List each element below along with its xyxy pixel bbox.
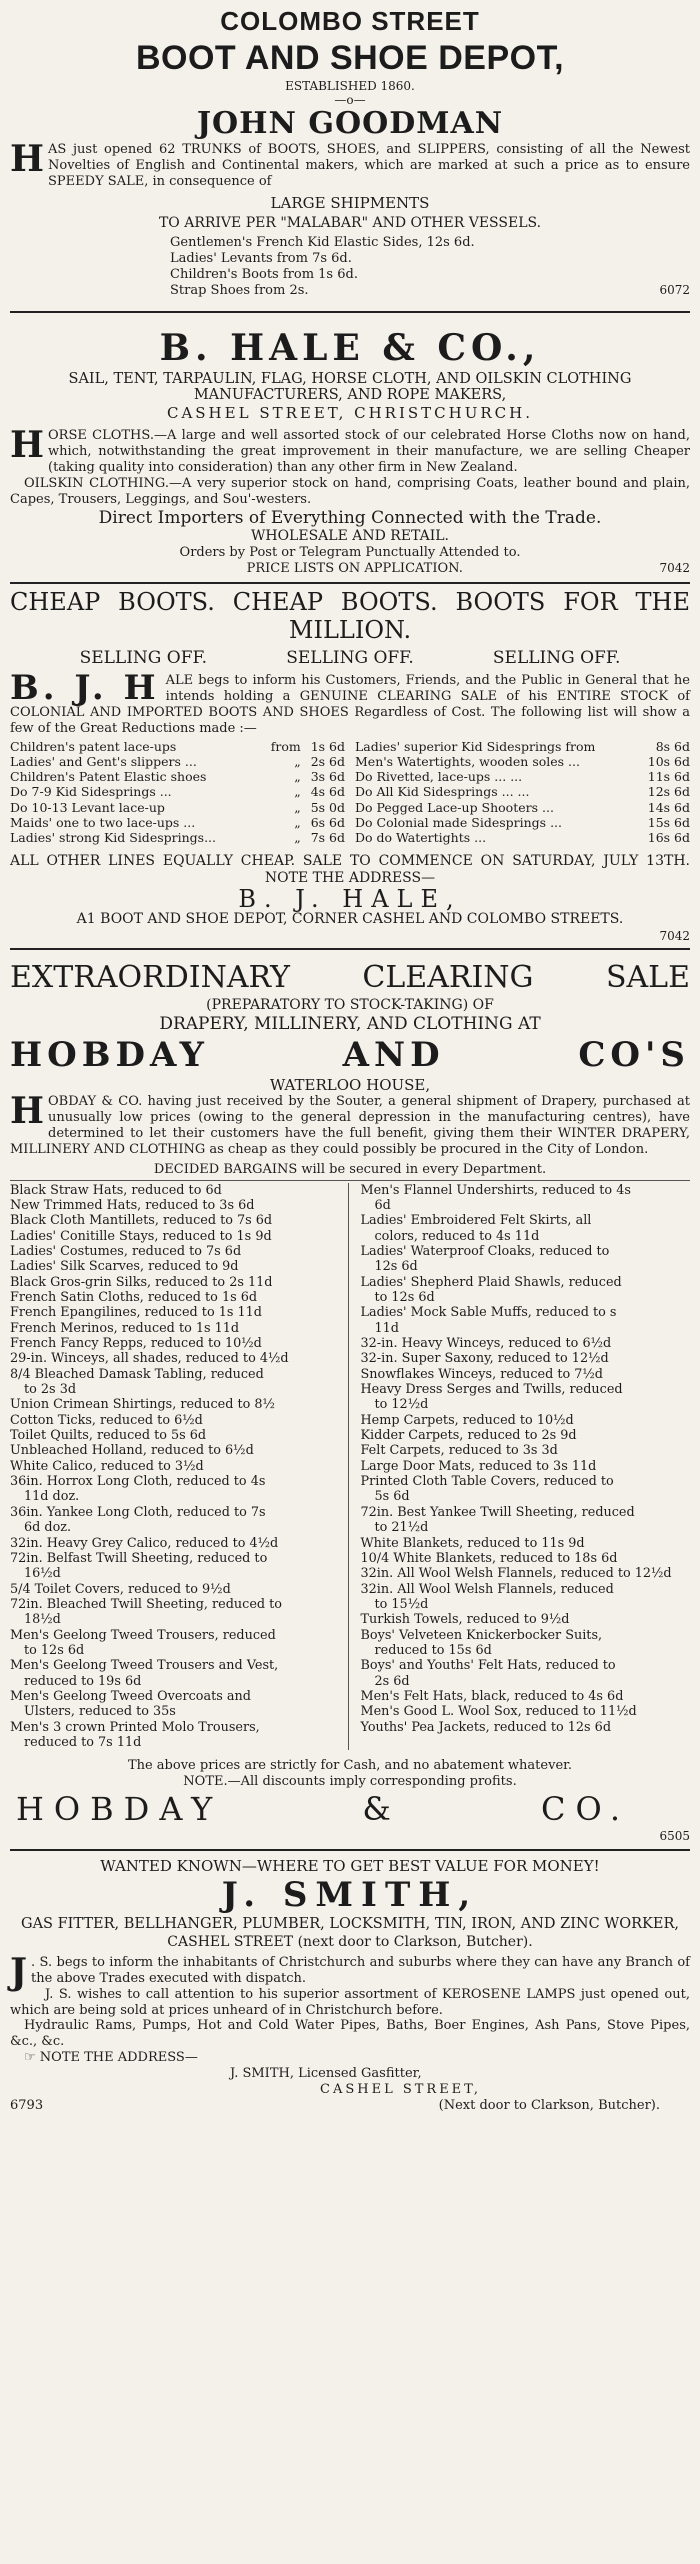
bargain-item <box>361 1628 691 1659</box>
price-from: „ <box>294 799 301 815</box>
bargain-line-cont: Ulsters, reduced to 35s <box>24 1704 176 1720</box>
ad2-ref: 7042 <box>659 561 690 576</box>
bargain-line: White Calico, reduced to 3½d <box>10 1458 204 1474</box>
bargain-line-cont: reduced to 7s 11d <box>24 1734 142 1750</box>
bargain-item <box>10 1367 340 1398</box>
bargain-item <box>361 1336 691 1351</box>
ad1-arrive: TO ARRIVE PER "MALABAR" AND OTHER VESSELS. <box>158 215 542 232</box>
ad3-headline: CHEAP BOOTS. CHEAP BOOTS. BOOTS FOR THE MILLION. <box>10 588 690 644</box>
ad4-ref: 6505 <box>659 1829 690 1844</box>
ad2-importers: Direct Importers of Everything Connected with the Trade. <box>98 507 602 528</box>
price-item: Do 7-9 Kid Sidesprings ... <box>10 784 172 800</box>
ad3-selling-row <box>40 648 660 669</box>
bargain-line: Heavy Dress Serges and Twills, reduced <box>360 1382 623 1398</box>
ad5-dropcap: J <box>10 1950 28 1993</box>
bargain-line-cont: 2s 6d <box>374 1673 410 1689</box>
bargain-line-cont: 6d doz. <box>24 1520 72 1536</box>
bargain-line: Black Gros-grin Silks, reduced to 2s 11d <box>10 1274 273 1290</box>
price-item: Children's patent lace-ups <box>10 738 177 754</box>
bargain-line: Men's Geelong Tweed Trousers and Vest, <box>10 1658 279 1674</box>
ad1-body <box>10 138 690 190</box>
ad5-sig3: (Next door to Clarkson, Butcher). <box>438 2097 660 2113</box>
bargain-line-cont: 6d <box>374 1197 391 1213</box>
price-item: Do Pegged Lace-up Shooters ... <box>355 799 554 815</box>
ad2-body1 <box>10 424 690 476</box>
bargain-line: 5/4 Toilet Covers, reduced to 9½d <box>10 1581 231 1597</box>
bargain-line: Toilet Quilts, reduced to 5s 6d <box>10 1428 207 1444</box>
bargain-line: Ladies' Mock Sable Muffs, reduced to s <box>360 1305 617 1321</box>
ad2-pricelists: PRICE LISTS ON APPLICATION. <box>246 561 463 577</box>
bargain-line: Snowflakes Winceys, reduced to 7½d <box>360 1366 604 1382</box>
bargain-line: Ladies' Embroidered Felt Skirts, all <box>360 1213 592 1229</box>
bargain-item <box>10 1459 340 1474</box>
bargain-line-cont: to 12s 6d <box>374 1290 435 1306</box>
bargain-item <box>10 1275 340 1290</box>
price-row <box>10 739 345 754</box>
price-from: from <box>270 738 301 754</box>
bargain-item <box>361 1566 691 1581</box>
ad3-left-column <box>10 739 345 846</box>
ad1-last-line <box>170 283 690 299</box>
bargain-line: Unbleached Holland, reduced to 6½d <box>10 1443 254 1459</box>
bargain-line: Men's Geelong Tweed Trousers, reduced <box>10 1627 276 1643</box>
bargain-item <box>361 1244 691 1275</box>
bargain-line: Ladies' Silk Scarves, reduced to 9d <box>10 1259 239 1275</box>
ad5-ref: 6793 <box>10 2097 44 2113</box>
bargain-item <box>10 1229 340 1244</box>
bargain-item <box>361 1213 691 1244</box>
bargain-line: 8/4 Bleached Damask Tabling, reduced <box>10 1366 264 1382</box>
price-value: 10s 6d <box>647 753 690 769</box>
bargain-line: New Trimmed Hats, reduced to 3s 6d <box>10 1197 255 1213</box>
price-item: Men's Watertights, wooden soles ... <box>355 753 580 769</box>
bargain-line: Men's Geelong Tweed Overcoats and <box>10 1688 251 1704</box>
price-row <box>355 830 690 845</box>
ad1-proprietor: JOHN GOODMAN <box>196 105 504 141</box>
price-value: 14s 6d <box>647 799 690 815</box>
price-item: Ladies' superior Kid Sidesprings from <box>355 738 596 754</box>
bargain-line: Large Door Mats, reduced to 3s 11d <box>360 1458 597 1474</box>
bargain-line: Youths' Pea Jackets, reduced to 12s 6d <box>360 1719 612 1735</box>
bargain-item <box>361 1428 691 1443</box>
ad1-street: COLOMBO STREET <box>220 6 480 36</box>
bargain-line: 32in. Heavy Grey Calico, reduced to 4½d <box>10 1535 279 1551</box>
ad1-ornament: —o— <box>334 92 366 107</box>
ad5-last-line <box>10 2098 690 2114</box>
bargain-item <box>10 1259 340 1274</box>
bargain-line: 32-in. Heavy Winceys, reduced to 6½d <box>360 1336 612 1352</box>
price-row <box>355 800 690 815</box>
bargain-line: Union Crimean Shirtings, reduced to 8½ <box>10 1397 275 1413</box>
ad4-right-column <box>361 1183 691 1751</box>
bargain-item <box>361 1582 691 1613</box>
ad3-ref: 7042 <box>659 928 690 943</box>
price-value: 12s 6d <box>647 784 690 800</box>
bargain-item <box>361 1459 691 1474</box>
ad1-shipments: LARGE SHIPMENTS <box>270 193 430 212</box>
ad2-address: CASHEL STREET, CHRISTCHURCH. <box>166 404 534 423</box>
ad3-name: B. J. HALE, <box>238 885 462 914</box>
bargain-line: 72in. Best Yankee Twill Sheeting, reduced <box>360 1504 635 1520</box>
bargain-line: Men's Felt Hats, black, reduced to 4s 6d <box>360 1688 624 1704</box>
bargain-item <box>361 1382 691 1413</box>
bargain-item <box>361 1305 691 1336</box>
ad2-dropcap: H <box>10 424 45 467</box>
ad5-trades: GAS FITTER, BELLHANGER, PLUMBER, LOCKSMITH, TIN, IRON, AND ZINC WORKER, <box>21 1916 679 1933</box>
price-item: Maids' one to two lace-ups ... <box>10 814 196 830</box>
ad2-orders: Orders by Post or Telegram Punctually Attended to. <box>179 545 521 561</box>
bargain-line: Boys' and Youths' Felt Hats, reduced to <box>360 1658 616 1674</box>
ad4-firm-word: AND <box>342 1034 445 1075</box>
bargain-line-cont: reduced to 15s 6d <box>374 1642 492 1658</box>
ad1-body-text: AS just opened 62 TRUNKS of BOOTS, SHOES, and SLIPPERS, consisting of all the Newest Novelties of English and Continental makers, which are marked at such a price as to ensure SPEEDY SALE, in consequence of <box>48 142 690 190</box>
ad3-price-table <box>10 739 690 846</box>
price-from: „ <box>294 769 301 785</box>
bargain-item <box>10 1582 340 1597</box>
bargain-item <box>10 1505 340 1536</box>
price-row <box>10 815 345 830</box>
bargain-item <box>10 1198 340 1213</box>
ad1-item: Strap Shoes from 2s. <box>170 282 309 298</box>
price-value: 6s 6d <box>310 814 345 830</box>
bargain-line: Cotton Ticks, reduced to 6½d <box>10 1412 203 1428</box>
bargain-item <box>361 1505 691 1536</box>
ad4-firm-word: HOBDAY <box>10 1034 209 1075</box>
ad2-body2: OILSKIN CLOTHING.—A very superior stock on hand, comprising Coats, leather bound and plain, Capes, Trousers, Leggings, and Sou'-westers. <box>10 475 690 507</box>
ad5-body2: J. S. wishes to call attention to his superior assortment of KEROSENE LAMPS just opened out, which are being sold at prices unheard of in Christchurch before. <box>10 1986 690 2018</box>
ad4-bargain-table <box>10 1180 690 1751</box>
divider <box>10 582 690 584</box>
ad3-selling: SELLING OFF. <box>286 648 414 669</box>
bargain-line: Boys' Velveteen Knickerbocker Suits, <box>360 1627 603 1643</box>
bargain-item <box>361 1612 691 1627</box>
bargain-item <box>10 1290 340 1305</box>
ad4-headline-word: SALE <box>605 960 690 996</box>
ad1-item: Children's Boots from 1s 6d. <box>170 267 358 283</box>
price-right <box>294 800 345 815</box>
bargain-item <box>361 1536 691 1551</box>
price-from: „ <box>294 753 301 769</box>
price-value: 3s 6d <box>310 769 345 785</box>
bargain-item <box>10 1305 340 1320</box>
price-item: Do do Watertights ... <box>355 830 487 846</box>
bargain-line: 32in. All Wool Welsh Flannels, reduced <box>360 1581 614 1597</box>
bargain-item <box>10 1351 340 1366</box>
bargain-line: White Blankets, reduced to 11s 9d <box>360 1535 585 1551</box>
price-item: Do 10-13 Levant lace-up <box>10 799 165 815</box>
price-value: 1s 6d <box>310 738 345 754</box>
price-right <box>294 769 345 784</box>
bargain-line: Men's Good L. Wool Sox, reduced to 11½d <box>360 1704 637 1720</box>
ad5-sig2: CASHEL STREET, <box>320 2081 482 2097</box>
ad-bj-hale <box>10 589 690 943</box>
price-value: 7s 6d <box>310 830 345 846</box>
ad2-trades: SAIL, TENT, TARPAULIN, FLAG, HORSE CLOTH, AND OILSKIN CLOTHING MANUFACTURERS, AND ROPE MAKERS, <box>68 370 632 404</box>
ad4-footer <box>10 1790 690 1829</box>
price-row <box>10 784 345 799</box>
ad4-note: NOTE.—All discounts imply corresponding profits. <box>183 1774 517 1790</box>
ad2-wholesale: WHOLESALE AND RETAIL. <box>250 528 450 545</box>
ad3-selling: SELLING OFF. <box>79 648 208 669</box>
bargain-item <box>361 1720 691 1735</box>
bargain-item <box>10 1183 340 1198</box>
ad4-dropcap: H <box>10 1090 45 1133</box>
price-row <box>10 800 345 815</box>
bargain-line-cont: 11d <box>374 1320 399 1336</box>
price-value: 16s 6d <box>647 830 690 846</box>
bargain-line-cont: reduced to 19s 6d <box>24 1673 142 1689</box>
bargain-line: 72in. Belfast Twill Sheeting, reduced to <box>10 1550 268 1566</box>
bargain-line: Kidder Carpets, reduced to 2s 9d <box>360 1428 577 1444</box>
price-value: 8s 6d <box>655 738 690 754</box>
ad4-house: WATERLOO HOUSE, <box>269 1076 431 1095</box>
ad-smith <box>10 1857 690 2114</box>
price-right <box>294 815 345 830</box>
bargain-line: Black Straw Hats, reduced to 6d <box>10 1182 222 1198</box>
ad4-firm <box>10 1035 690 1076</box>
bargain-line: French Merinos, reduced to 1s 11d <box>10 1320 240 1336</box>
price-row <box>10 754 345 769</box>
price-row <box>355 739 690 754</box>
bargain-item <box>361 1443 691 1458</box>
bargain-item <box>10 1321 340 1336</box>
bargain-line: French Fancy Repps, reduced to 10½d <box>10 1336 262 1352</box>
divider <box>10 311 690 313</box>
price-value: 2s 6d <box>310 753 345 769</box>
price-item: Do Colonial made Sidesprings ... <box>355 814 562 830</box>
ad3-right-column <box>355 739 690 846</box>
ad4-left-column <box>10 1183 349 1751</box>
ad5-name: J. SMITH, <box>221 1875 479 1915</box>
bargain-line-cont: to 12½d <box>374 1397 429 1413</box>
price-from: „ <box>294 830 301 846</box>
price-right <box>294 754 345 769</box>
ad1-ref: 6072 <box>659 282 690 297</box>
bargain-line: Ladies' Costumes, reduced to 7s 6d <box>10 1243 242 1259</box>
bargain-item <box>361 1367 691 1382</box>
bargain-line: 36in. Horrox Long Cloth, reduced to 4s <box>10 1474 266 1490</box>
bargain-item <box>361 1658 691 1689</box>
price-right <box>271 739 345 754</box>
bargain-item <box>10 1536 340 1551</box>
price-row <box>355 784 690 799</box>
ad1-title: BOOT AND SHOE DEPOT, <box>135 38 565 77</box>
ad5-wanted: WANTED KNOWN—WHERE TO GET BEST VALUE FOR MONEY! <box>100 1856 600 1875</box>
price-item: Do All Kid Sidesprings ... ... <box>355 784 530 800</box>
bargain-line-cont: colors, reduced to 4s 11d <box>374 1228 540 1244</box>
bargain-line-cont: to 12s 6d <box>24 1642 85 1658</box>
price-right <box>294 784 345 799</box>
price-value: 11s 6d <box>647 769 690 785</box>
bargain-item <box>361 1351 691 1366</box>
bargain-line: 29-in. Winceys, all shades, reduced to 4½d <box>10 1351 289 1367</box>
ad3-selling: SELLING OFF. <box>492 648 621 669</box>
price-item: Ladies' and Gent's slippers ... <box>10 753 197 769</box>
ad3-initials: B. J. H <box>10 668 160 709</box>
ad4-firm-word: CO'S <box>578 1034 690 1075</box>
ad5-address: CASHEL STREET (next door to Clarkson, Butcher). <box>167 1933 533 1950</box>
bargain-item <box>361 1275 691 1306</box>
bargain-item <box>10 1689 340 1720</box>
bargain-line-cont: 16½d <box>24 1566 61 1582</box>
bargain-item <box>361 1704 691 1719</box>
bargain-item <box>361 1183 691 1214</box>
bargain-line-cont: 11d doz. <box>24 1489 80 1505</box>
bargain-line: French Satin Cloths, reduced to 1s 6d <box>10 1290 258 1306</box>
divider <box>10 1849 690 1851</box>
ad-hobday <box>10 960 690 1844</box>
price-row <box>355 815 690 830</box>
ad2-body1-text: ORSE CLOTHS.—A large and well assorted stock of our celebrated Horse Cloths now on hand, which, notwithstanding the great improvement in their manufacture, we are selling Cheaper (taking quality into consideration) than any other firm in New Zealand. <box>48 428 690 476</box>
bargain-item <box>10 1720 340 1751</box>
ad2-title: B. HALE & CO., <box>159 326 541 369</box>
ad-goodman <box>10 6 690 299</box>
bargain-line: Ladies' Conitille Stays, reduced to 1s 9d <box>10 1228 272 1244</box>
ad1-items <box>10 235 690 298</box>
bargain-line-cont: 18½d <box>24 1612 61 1628</box>
ad3-cheap: ALL OTHER LINES EQUALLY CHEAP. SALE TO COMMENCE ON SATURDAY, JULY 13TH. NOTE THE ADDRESS— <box>10 853 690 887</box>
ad4-drapery: DRAPERY, MILLINERY, AND CLOTHING AT <box>159 1013 541 1034</box>
ad3-intro-text: ALE begs to inform his Customers, Friends, and the Public in General that he intends holding a GENUINE CLEARING SALE of his ENTIRE STOCK of COLONIAL AND IMPORTED BOOTS AND SHOES Regardless of Cost. The following list will show a few of the Great Reductions made :— <box>10 673 690 736</box>
bargain-item <box>10 1474 340 1505</box>
bargain-item <box>10 1597 340 1628</box>
bargain-item <box>361 1474 691 1505</box>
ad4-footer-word: & <box>362 1790 401 1829</box>
price-row <box>10 769 345 784</box>
ad1-established: ESTABLISHED 1860. <box>285 79 415 94</box>
ad4-headline <box>10 960 690 997</box>
bargain-line: Ladies' Waterproof Cloaks, reduced to <box>360 1243 610 1259</box>
bargain-line: French Epangilines, reduced to 1s 11d <box>10 1305 262 1321</box>
bargain-line-cont: to 2s 3d <box>24 1382 77 1398</box>
ad3-intro <box>10 668 690 736</box>
bargain-item <box>361 1689 691 1704</box>
bargain-line-cont: to 21½d <box>374 1520 429 1536</box>
ad5-body1-text: . S. begs to inform the inhabitants of Christchurch and suburbs where they can have any Branch of the above Trades executed with dispatch. <box>31 1954 690 1986</box>
ad5-body3: Hydraulic Rams, Pumps, Hot and Cold Water Pipes, Baths, Boer Engines, Ash Pans, Stove Pipes, &c., &c. <box>10 2018 690 2050</box>
ad1-item: Ladies' Levants from 7s 6d. <box>170 251 352 267</box>
bargain-line-cont: to 15½d <box>374 1596 429 1612</box>
bargain-item <box>10 1413 340 1428</box>
bargain-line: 36in. Yankee Long Cloth, reduced to 7s <box>10 1504 266 1520</box>
bargain-line: Ladies' Shepherd Plaid Shawls, reduced <box>360 1274 622 1290</box>
bargain-item <box>10 1628 340 1659</box>
price-item: Do Rivetted, lace-ups ... ... <box>355 769 523 785</box>
bargain-item <box>361 1551 691 1566</box>
bargain-line: Hemp Carpets, reduced to 10½d <box>360 1412 574 1428</box>
ad4-headline-word: EXTRAORDINARY <box>10 960 290 996</box>
divider <box>10 948 690 950</box>
price-from: „ <box>294 814 301 830</box>
ad4-decided: DECIDED BARGAINS will be secured in every Department. <box>153 1161 547 1177</box>
ad5-body1 <box>10 1950 690 1993</box>
price-item: Ladies' strong Kid Sidesprings... <box>10 830 216 846</box>
bargain-line: Men's 3 crown Printed Molo Trousers, <box>10 1719 260 1735</box>
ad4-body-text: OBDAY & CO. having just received by the Souter, a general shipment of Drapery, purchased at unusually low prices (owing to the general depression in the manufacturing centres), have determined to let their customers have the full benefit, giving them their WINTER DRAPERY, MILLINERY AND CLOTHING as cheap as they could possibly be procured in the City of London. <box>10 1094 690 1157</box>
price-right <box>294 830 345 845</box>
bargain-line: Black Cloth Mantillets, reduced to 7s 6d <box>10 1213 273 1229</box>
ad4-footer-word: CO. <box>540 1790 630 1829</box>
bargain-item <box>10 1213 340 1228</box>
bargain-line: Men's Flannel Undershirts, reduced to 4s <box>360 1182 631 1198</box>
bargain-item <box>10 1244 340 1259</box>
bargain-line: Turkish Towels, reduced to 9½d <box>360 1612 570 1628</box>
bargain-item <box>10 1397 340 1412</box>
ad1-item: Gentlemen's French Kid Elastic Sides, 12s 6d. <box>170 235 475 251</box>
bargain-item <box>10 1336 340 1351</box>
bargain-item <box>361 1413 691 1428</box>
bargain-line: 32-in. Super Saxony, reduced to 12½d <box>360 1351 609 1367</box>
ad4-body <box>10 1090 690 1157</box>
bargain-line: Printed Cloth Table Covers, reduced to <box>360 1474 614 1490</box>
bargain-item <box>10 1428 340 1443</box>
ad-hale-co <box>10 327 690 577</box>
price-row <box>355 769 690 784</box>
price-value: 4s 6d <box>310 784 345 800</box>
bargain-line: 10/4 White Blankets, reduced to 18s 6d <box>360 1550 618 1566</box>
bargain-item <box>10 1551 340 1582</box>
ad3-address: A1 BOOT AND SHOE DEPOT, CORNER CASHEL AND COLOMBO STREETS. <box>76 911 624 928</box>
ad5-note: ☞ NOTE THE ADDRESS— <box>24 2050 198 2066</box>
price-row <box>355 754 690 769</box>
bargain-line: 72in. Bleached Twill Sheeting, reduced to <box>10 1596 283 1612</box>
bargain-line: 32in. All Wool Welsh Flannels, reduced to 12½d <box>360 1566 672 1582</box>
price-value: 5s 0d <box>310 799 345 815</box>
price-value: 15s 6d <box>647 814 690 830</box>
ad4-cash: The above prices are strictly for Cash, and no abatement whatever. <box>127 1758 573 1774</box>
ad1-dropcap: H <box>10 138 45 181</box>
price-from: „ <box>294 784 301 800</box>
ad4-footer-word: HOBDAY <box>16 1790 223 1829</box>
price-item: Children's Patent Elastic shoes <box>10 769 207 785</box>
ad4-sub: (PREPARATORY TO STOCK-TAKING) OF <box>206 996 494 1013</box>
ad4-headline-word: CLEARING <box>362 960 534 996</box>
bargain-line-cont: 12s 6d <box>374 1259 418 1275</box>
bargain-line-cont: 5s 6d <box>374 1489 410 1505</box>
ad5-sig1: J. SMITH, Licensed Gasfitter, <box>230 2065 422 2081</box>
bargain-item <box>10 1658 340 1689</box>
bargain-line: Felt Carpets, reduced to 3s 3d <box>360 1443 558 1459</box>
price-row <box>10 830 345 845</box>
bargain-item <box>10 1443 340 1458</box>
ad2-last-line <box>10 561 690 577</box>
